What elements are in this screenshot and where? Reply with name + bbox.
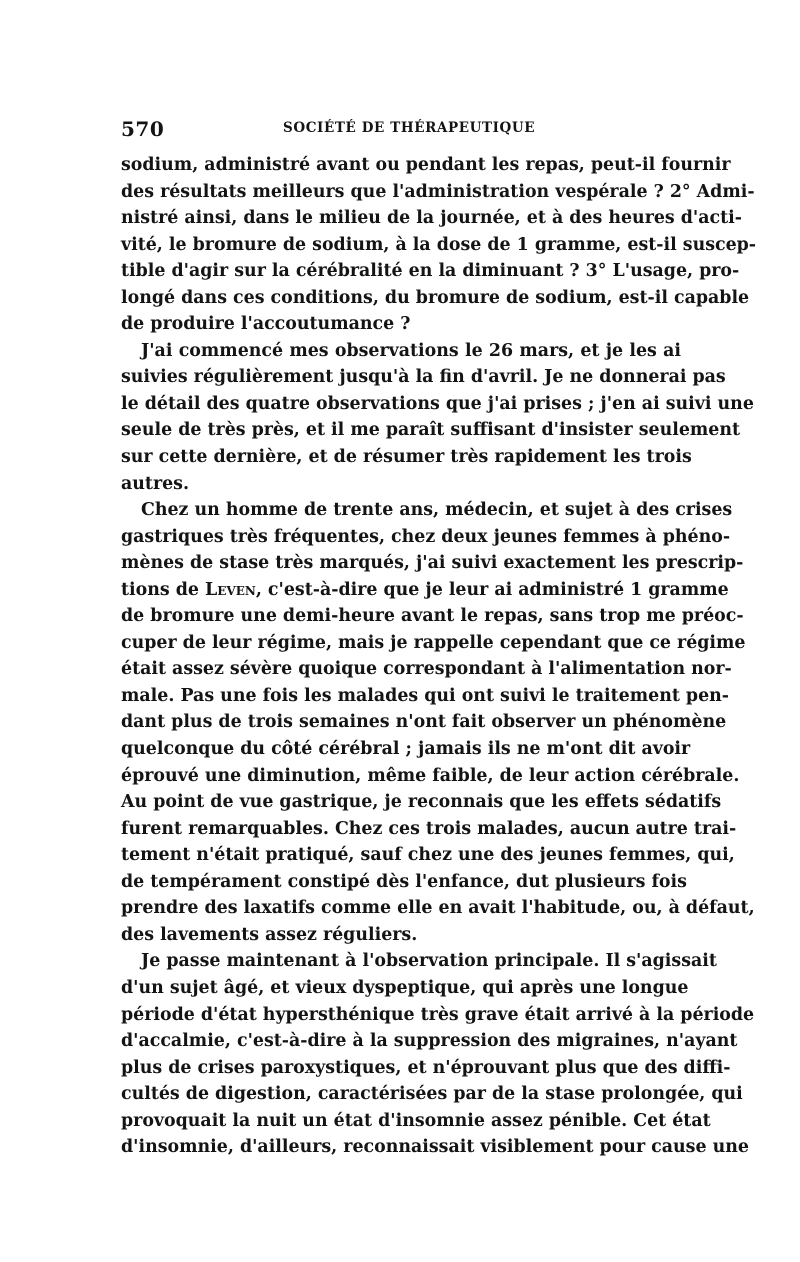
text-line: cuper de leur régime, mais je rappelle cependant que ce régime [121,632,746,653]
text-line: vité, le bromure de sodium, à la dose de 1 gramme, est-il suscep- [121,234,757,255]
text-fragment: , c'est-à-dire que je leur ai administré 1 gramme [255,579,729,600]
text-line: male. Pas une fois les malades qui ont suivi le traitement pen- [121,685,730,706]
text-line: sur cette dernière, et de résumer très rapidement les trois [121,447,692,468]
text-line: tement n'était pratiqué, sauf chez une des jeunes femmes, qui, [121,845,735,866]
text-line: d'accalmie, c'est-à-dire à la suppression des migraines, n'ayant [121,1031,738,1052]
text-line: dant plus de trois semaines n'ont fait observer un phénomène [121,712,727,733]
page-number: 570 [121,117,165,141]
text-line: de produire l'accoutumance ? [121,314,411,335]
text-line: prendre des laxatifs comme elle en avait l'habitude, ou, à défaut, [121,898,755,919]
text-line: cultés de digestion, caractérisées par de la stase prolongée, qui [121,1084,743,1105]
text-line: Je passe maintenant à l'observation principale. Il s'agissait [141,951,717,972]
text-line: d'insomnie, d'ailleurs, reconnaissait visiblement pour cause une [121,1137,749,1158]
text-line: J'ai commencé mes observations le 26 mars, et je les ai [141,340,681,361]
text-line: suivies régulièrement jusqu'à la fin d'avril. Je ne donnerai pas [121,367,726,388]
text-line: furent remarquables. Chez ces trois malades, aucun autre trai- [121,818,737,839]
text-line [121,577,729,604]
text-line: éprouvé une diminution, même faible, de leur action cérébrale. [121,765,740,786]
text-line: provoquait la nuit un état d'insomnie assez pénible. Cet état [121,1110,711,1131]
text-line: Au point de vue gastrique, je reconnais que les effets sédatifs [121,792,722,813]
body-text [121,152,757,1161]
running-title: SOCIÉTÉ DE THÉRAPEUTIQUE [283,120,536,136]
text-line: période d'état hypersthénique très grave était arrivé à la période [121,1004,755,1025]
text-line: des résultats meilleurs que l'administration vespérale ? 2° Admi- [121,181,755,202]
text-fragment: tions de [121,579,206,600]
text-line: gastriques très fréquentes, chez deux jeunes femmes à phéno- [121,526,731,547]
text-line: seule de très près, et il me paraît suffisant d'insister seulement [121,420,741,441]
text-line: nistré ainsi, dans le milieu de la journée, et à des heures d'acti- [121,208,742,229]
text-line: tible d'agir sur la cérébralité en la diminuant ? 3° L'usage, pro- [121,261,740,282]
text-line: d'un sujet âgé, et vieux dyspeptique, qui après une longue [121,977,689,998]
text-line: des lavements assez réguliers. [121,924,418,945]
text-line: quelconque du côté cérébral ; jamais ils ne m'ont dit avoir [121,739,691,760]
text-line: était assez sévère quoique correspondant à l'alimentation nor- [121,659,732,680]
text-line: mènes de stase très marqués, j'ai suivi exactement les prescrip- [121,553,744,574]
text-line: Chez un homme de trente ans, médecin, et sujet à des crises [141,500,733,521]
text-line: le détail des quatre observations que j'ai prises ; j'en ai suivi une [121,393,754,414]
text-line: sodium, administré avant ou pendant les repas, peut-il fournir [121,155,731,175]
text-line: longé dans ces conditions, du bromure de sodium, est-il capable [121,287,750,308]
text-line: de bromure une demi-heure avant le repas, sans trop me préoc- [121,606,744,627]
text-line: plus de crises paroxystiques, et n'éprouvant plus que des diffi- [121,1057,731,1078]
text-line: autres. [121,473,190,494]
page-header [121,117,681,141]
text-line: de tempérament constipé dès l'enfance, dut plusieurs fois [121,871,687,892]
author-name: Leven [205,579,256,600]
